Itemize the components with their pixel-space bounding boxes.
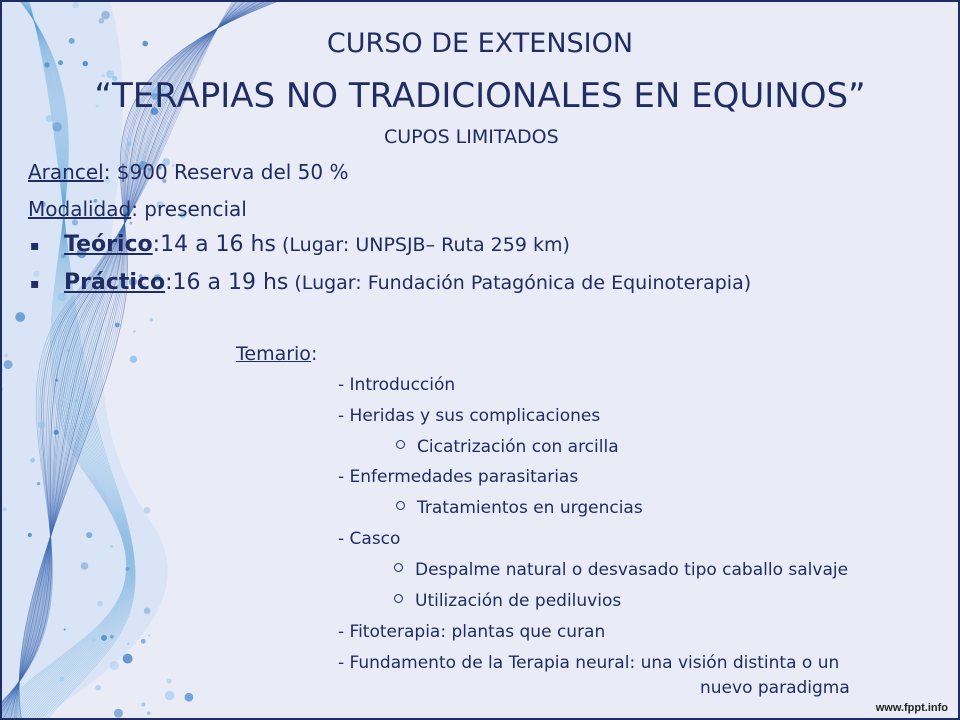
- syllabus-subitem: [396, 437, 619, 457]
- syllabus-label: Temario: [236, 343, 311, 365]
- syllabus-heading: [236, 343, 317, 365]
- syllabus-subitem-text: Cicatrización con arcilla: [417, 437, 619, 457]
- syllabus-item: - Enfermedades parasitarias: [338, 467, 579, 487]
- syllabus-subitem-text: Despalme natural o desvasado tipo caballo salvaje: [415, 560, 849, 580]
- syllabus-subitem-text: Utilización de pediluvios: [415, 591, 622, 611]
- bullet-icon: ▪: [30, 238, 40, 254]
- schedule-theory: [64, 232, 570, 257]
- course-title: “TERAPIAS NO TRADICIONALES EN EQUINOS”: [94, 76, 866, 116]
- theory-time: :14 a 16 hs: [152, 232, 276, 257]
- modality-line: [28, 197, 247, 221]
- circle-bullet-icon: [394, 563, 403, 572]
- syllabus-item: - Heridas y sus complicaciones: [338, 406, 601, 426]
- course-type-heading: CURSO DE EXTENSION: [326, 28, 634, 59]
- syllabus-colon: :: [310, 343, 318, 365]
- modality-value: : presencial: [131, 197, 247, 221]
- syllabus-item: - Introducción: [338, 375, 456, 395]
- theory-place: (Lugar: UNPSJB– Ruta 259 km): [275, 234, 570, 256]
- syllabus-subitem-text: Tratamientos en urgencias: [417, 498, 643, 518]
- fee-line: [28, 160, 348, 184]
- syllabus-item: - Fitoterapia: plantas que curan: [338, 622, 606, 642]
- schedule-practice: [64, 270, 751, 295]
- syllabus-subitem: [396, 498, 643, 518]
- circle-bullet-icon: [396, 501, 405, 510]
- bullet-icon: ▪: [30, 276, 40, 292]
- theory-label: Teórico: [64, 232, 153, 257]
- practice-place: (Lugar: Fundación Patagónica de Equinoterapia): [288, 272, 752, 294]
- syllabus-subitem: [394, 591, 621, 611]
- fee-label: Arancel: [28, 160, 104, 184]
- syllabus-item: - Fundamento de la Terapia neural: una visión distinta o un: [338, 653, 840, 673]
- watermark: www.fppt.info: [875, 702, 948, 714]
- fee-value: : $900 Reserva del 50 %: [103, 160, 349, 184]
- limited-seats-text: CUPOS LIMITADOS: [384, 126, 559, 148]
- circle-bullet-icon: [396, 440, 405, 449]
- circle-bullet-icon: [394, 594, 403, 603]
- syllabus-item: - Casco: [338, 529, 401, 549]
- syllabus-subitem: [394, 560, 848, 580]
- practice-time: :16 a 19 hs: [165, 270, 289, 295]
- practice-label: Práctico: [64, 270, 166, 295]
- syllabus-item-continuation: nuevo paradigma: [700, 678, 850, 698]
- modality-label: Modalidad: [28, 197, 132, 221]
